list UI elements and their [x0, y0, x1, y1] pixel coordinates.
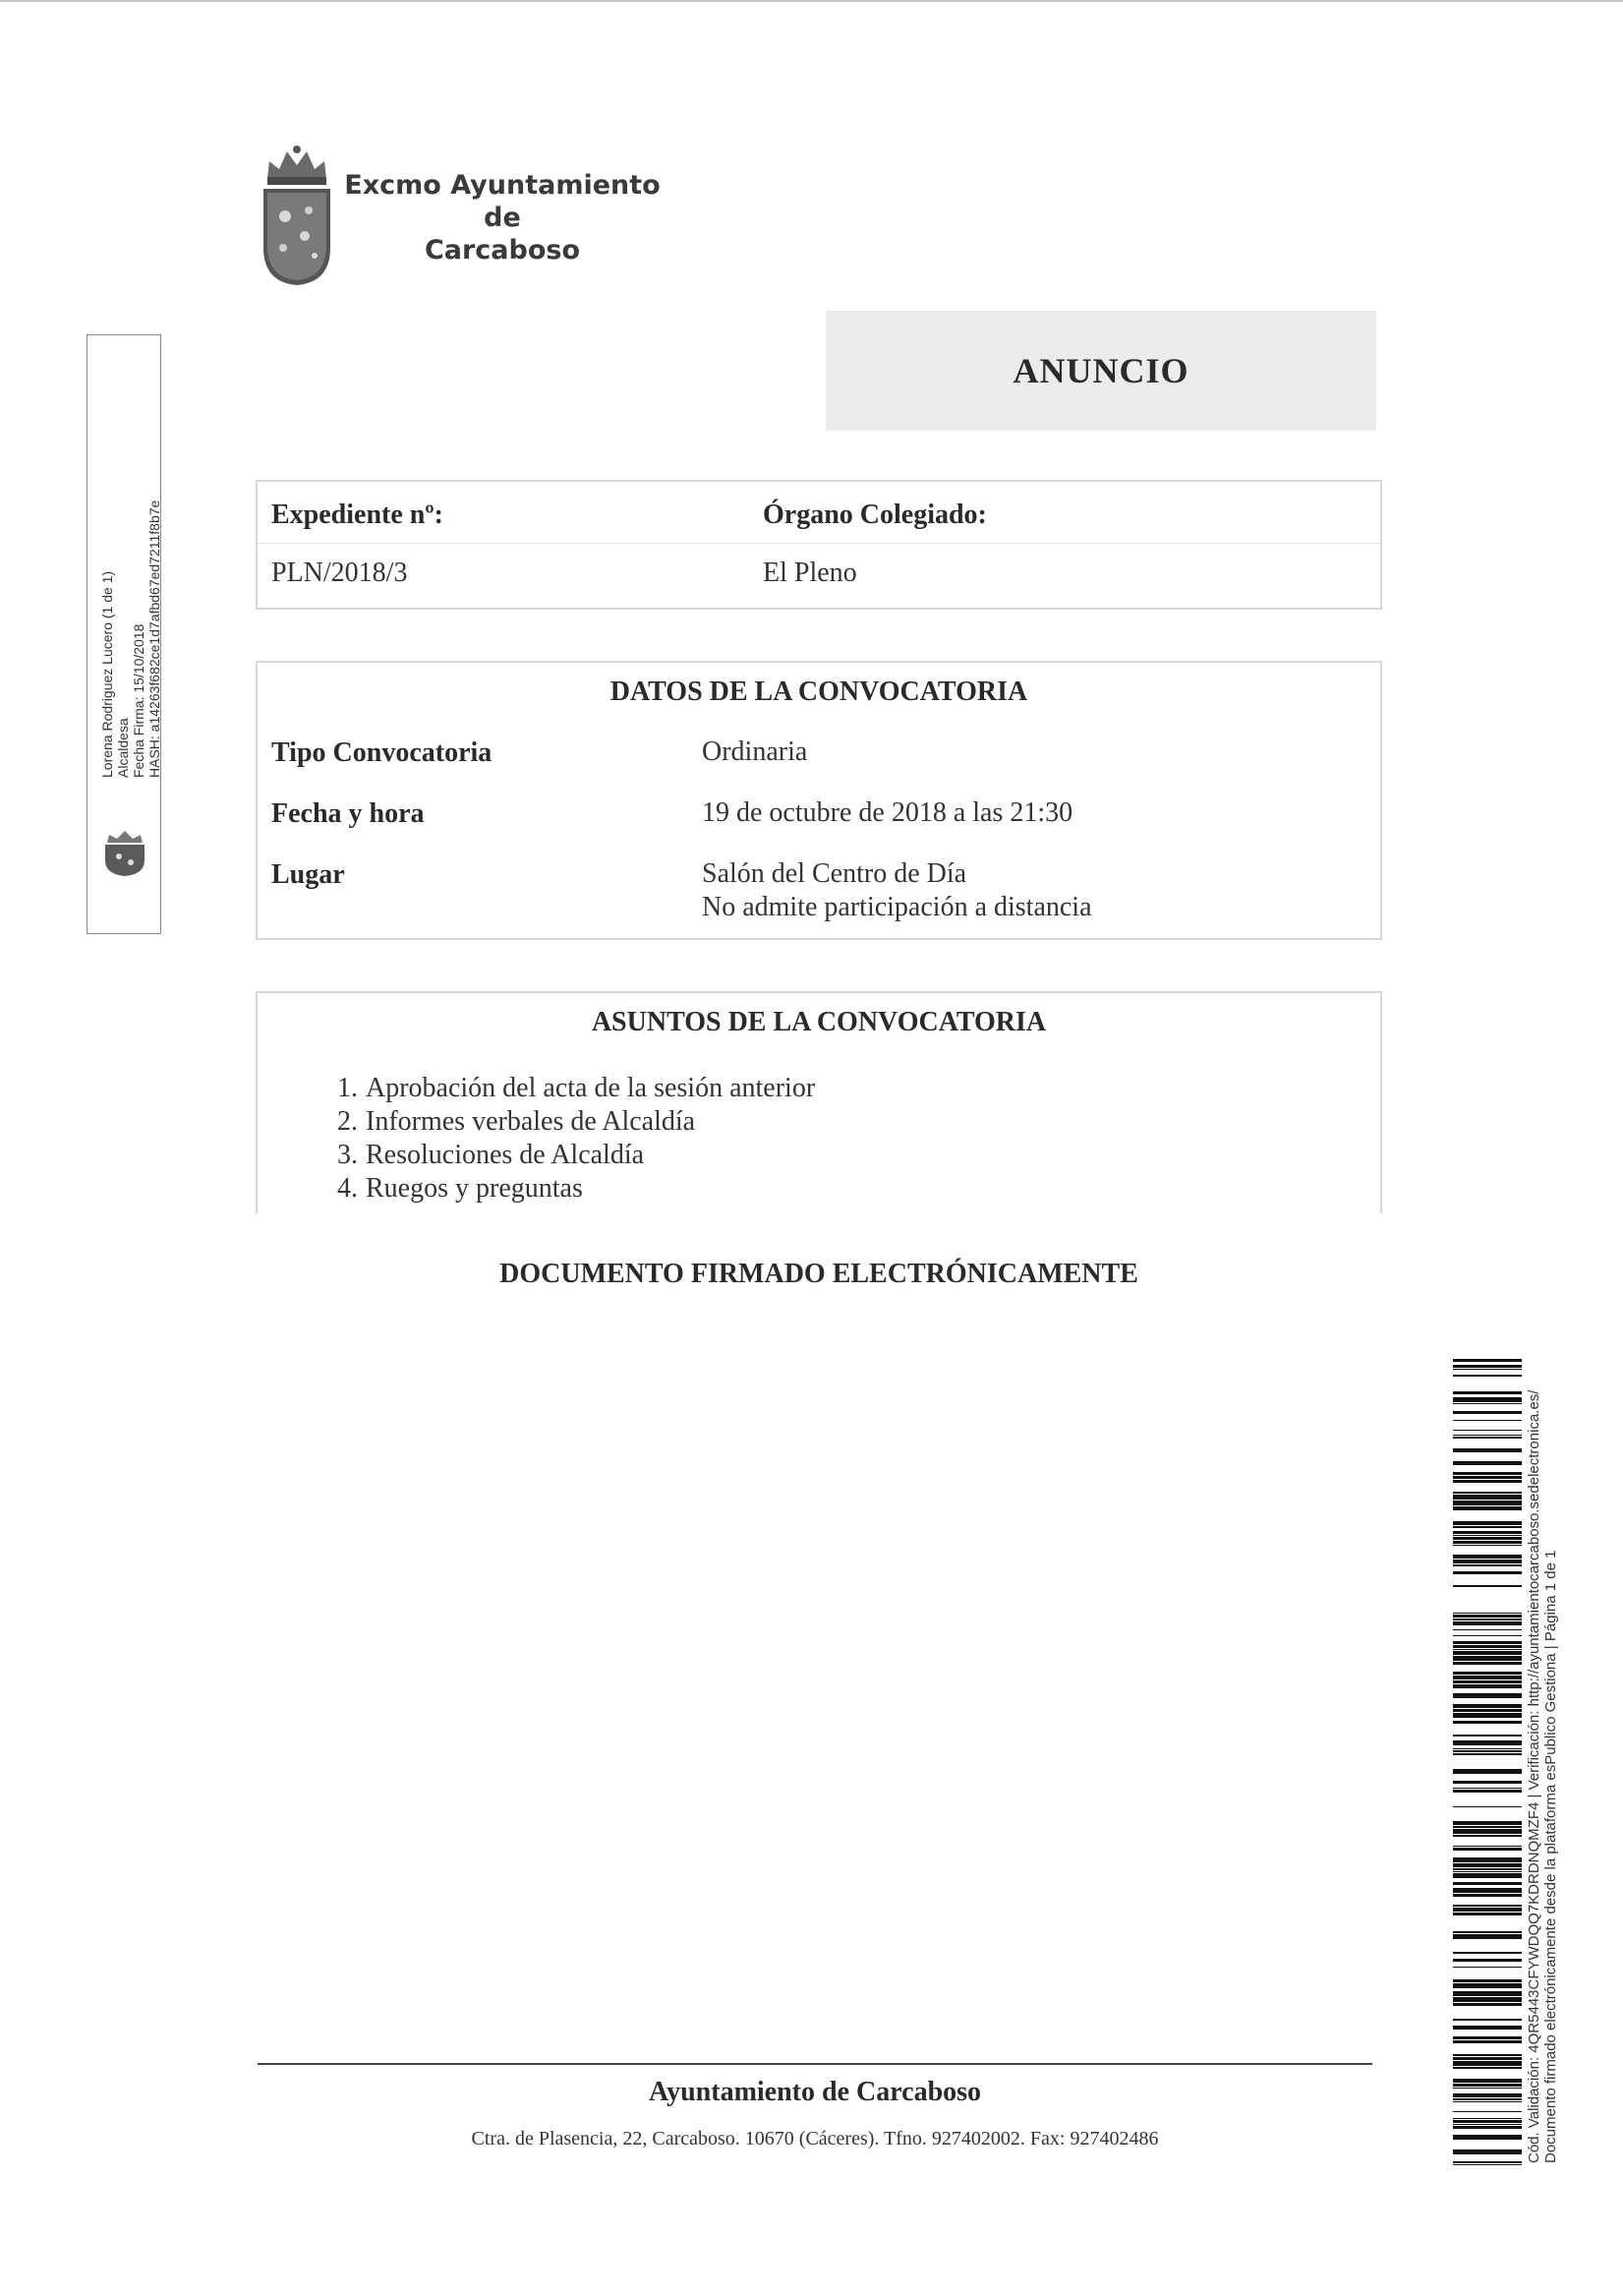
signature-stamp	[87, 334, 161, 934]
barcode-bar	[1453, 1913, 1522, 1915]
barcode-bar	[1453, 1613, 1522, 1614]
barcode-bar	[1453, 1545, 1522, 1546]
footer-organization-name: Ayuntamiento de Carcaboso	[648, 2077, 982, 2107]
barcode-bar	[1453, 2026, 1522, 2030]
barcode-bar	[1453, 2124, 1522, 2125]
barcode-bar	[1453, 1430, 1522, 1431]
barcode-bar	[1453, 1476, 1522, 1479]
barcode-bar	[1453, 1619, 1522, 1620]
list-item	[322, 1072, 815, 1105]
barcode-bar	[1453, 2135, 1522, 2140]
barcode-bar	[1453, 1740, 1522, 1745]
barcode-bar	[1453, 1931, 1522, 1933]
barcode-bar	[1453, 1411, 1522, 1414]
barcode-bar	[1453, 1680, 1522, 1683]
lugar-label: Lugar	[271, 859, 345, 890]
signature-hash: HASH: a14263f682ce1d7afbd67ed7211f8b7e	[146, 500, 162, 778]
barcode-bar	[1453, 1835, 1522, 1837]
barcode-bar	[1453, 2067, 1522, 2069]
barcode-bar	[1453, 1788, 1522, 1789]
barcode-bar	[1453, 1420, 1522, 1421]
barcode-bar	[1453, 2098, 1522, 2100]
barcode-bar	[1453, 2164, 1522, 2165]
barcode-bar	[1453, 1905, 1522, 1907]
item-text: Aprobación del acta de la sesión anterior	[366, 1073, 816, 1103]
barcode-bar	[1453, 1908, 1522, 1912]
barcode-bar	[1453, 1676, 1522, 1679]
barcode-bar	[1453, 1448, 1522, 1452]
barcode-bar	[1453, 1403, 1522, 1404]
row-divider	[258, 543, 1380, 544]
barcode-bar	[1453, 1959, 1522, 1962]
lugar-value-line-2: No admite participación a distancia	[702, 892, 1092, 922]
barcode-bar	[1453, 1564, 1522, 1566]
stamp-crest-icon	[99, 827, 150, 878]
barcode-bar	[1453, 2019, 1522, 2021]
barcode-bar	[1453, 1365, 1522, 1368]
item-number: 1.	[337, 1073, 358, 1103]
footer-rule	[258, 2063, 1372, 2065]
barcode-bar	[1453, 1753, 1522, 1755]
organization-name	[340, 169, 665, 266]
barcode-bar	[1453, 1526, 1522, 1528]
barcode-bar	[1453, 2111, 1522, 2112]
barcode-bar	[1453, 1635, 1522, 1636]
tipo-convocatoria-value: Ordinaria	[702, 736, 808, 767]
barcode-bar	[1453, 2149, 1522, 2154]
barcode-bar	[1453, 2093, 1522, 2097]
page-top-rule	[0, 0, 1623, 2]
document-title: ANUNCIO	[1013, 351, 1189, 390]
lugar-value-line-1: Salón del Centro de Día	[702, 858, 967, 889]
barcode-bar	[1453, 1461, 1522, 1465]
barcode-bar	[1453, 1846, 1522, 1847]
barcode-bar	[1453, 1769, 1522, 1774]
barcode-bar	[1453, 2054, 1522, 2056]
barcode-bar	[1453, 2084, 1522, 2087]
barcode-bar	[1453, 1983, 1522, 1988]
barcode-bar	[1453, 1684, 1522, 1688]
expediente-label: Expediente nº:	[271, 500, 443, 530]
barcode-bar	[1453, 1651, 1522, 1655]
barcode-bar	[1453, 1704, 1522, 1708]
item-text: Informes verbales de Alcaldía	[366, 1106, 696, 1137]
barcode-bar	[1453, 1873, 1522, 1878]
barcode-bar	[1453, 1748, 1522, 1749]
organo-label: Órgano Colegiado:	[763, 500, 987, 530]
signed-document-note: DOCUMENTO FIRMADO ELECTRÓNICAMENTE	[499, 1259, 1138, 1289]
footer-address: Ctra. de Plasencia, 22, Carcaboso. 10670 (Cáceres). Tfno. 927402002. Fax: 927402486	[471, 2128, 1159, 2149]
list-item	[322, 1139, 815, 1172]
barcode-bar	[1453, 1829, 1522, 1834]
tipo-convocatoria-label: Tipo Convocatoria	[271, 737, 493, 768]
barcode-bar	[1453, 1781, 1522, 1784]
barcode-bar	[1453, 1991, 1522, 1996]
barcode-bar	[1453, 1790, 1522, 1793]
barcode-bar	[1453, 1397, 1522, 1402]
barcode-bar	[1453, 1437, 1522, 1439]
item-number: 4.	[337, 1173, 358, 1204]
barcode-bar	[1453, 1735, 1522, 1737]
verification-text	[1526, 1357, 1559, 2163]
barcode-bar	[1453, 1848, 1522, 1851]
signature-date: Fecha Firma: 15/10/2018	[131, 623, 146, 778]
barcode-bar	[1453, 1857, 1522, 1862]
signer-name: Lorena Rodriguez Lucero (1 de 1)	[99, 570, 115, 778]
barcode-bar	[1453, 2101, 1522, 2102]
barcode-bar	[1453, 1868, 1522, 1870]
barcode-bar	[1453, 1472, 1522, 1475]
barcode-bar	[1453, 2120, 1522, 2123]
barcode-bar	[1453, 1555, 1522, 1559]
expediente-box	[256, 480, 1382, 610]
barcode-bar	[1453, 1750, 1522, 1752]
org-name-line-1: Excmo Ayuntamiento	[344, 170, 661, 201]
asuntos-title: ASUNTOS DE LA CONVOCATORIA	[591, 1007, 1047, 1037]
anuncio-banner	[826, 311, 1376, 431]
barcode-bar	[1453, 1649, 1522, 1650]
barcode-bar	[1453, 1521, 1522, 1525]
barcode-bar	[1453, 1693, 1522, 1698]
barcode-bar	[1453, 1560, 1522, 1563]
barcode-bar	[1453, 1952, 1522, 1954]
barcode-bar	[1453, 1531, 1522, 1534]
barcode-bar	[1453, 1369, 1522, 1370]
barcode-bar	[1453, 1480, 1522, 1483]
signature-stamp-text	[99, 345, 162, 778]
barcode-bar	[1453, 1709, 1522, 1712]
verification-platform-line: Documento firmado electrónicamente desde la plataforma esPublico Gestiona | Página 1 de 1	[1542, 1550, 1559, 2163]
barcode-bar	[1453, 1821, 1522, 1825]
barcode-bar	[1453, 1621, 1522, 1625]
barcode-bar	[1453, 1672, 1522, 1675]
barcode-bar	[1453, 1656, 1522, 1661]
barcode-bar	[1453, 1979, 1522, 1982]
barcode-bar	[1453, 1537, 1522, 1540]
organo-value: El Pleno	[763, 558, 857, 588]
barcode-bar	[1453, 2161, 1522, 2163]
barcode-bar	[1453, 1495, 1522, 1500]
barcode-bar	[1453, 1535, 1522, 1536]
barcode-bar	[1453, 1894, 1522, 1897]
barcode-bar	[1453, 2088, 1522, 2089]
barcode-bar	[1453, 1662, 1522, 1665]
barcode-bar	[1453, 1826, 1522, 1828]
barcode-bar	[1453, 1882, 1522, 1885]
item-number: 2.	[337, 1106, 358, 1137]
barcode-bar	[1453, 2040, 1522, 2043]
barcode-bar	[1453, 1863, 1522, 1867]
barcode-bar	[1453, 1645, 1522, 1648]
header-logo-block	[258, 140, 680, 287]
convocatoria-box	[256, 661, 1382, 940]
convocatoria-title: DATOS DE LA CONVOCATORIA	[609, 677, 1028, 707]
expediente-value: PLN/2018/3	[271, 558, 408, 588]
barcode-icon	[1453, 1359, 1522, 2165]
signer-role: Alcaldesa	[115, 718, 131, 778]
barcode-bar	[1453, 1871, 1522, 1872]
barcode-bar	[1453, 1571, 1522, 1574]
asuntos-list	[322, 1072, 815, 1206]
asuntos-box	[256, 991, 1382, 1213]
barcode-bar	[1453, 2118, 1522, 2119]
barcode-bar	[1453, 2061, 1522, 2066]
barcode-bar	[1453, 2057, 1522, 2060]
barcode-bar	[1453, 1997, 1522, 2002]
barcode-bar	[1453, 1541, 1522, 1544]
barcode-bar	[1453, 1806, 1522, 1807]
barcode-bar	[1453, 2036, 1522, 2039]
coat-of-arms-icon	[258, 140, 336, 287]
fecha-hora-value: 19 de octubre de 2018 a las 21:30	[702, 797, 1073, 828]
barcode-bar	[1453, 2079, 1522, 2083]
barcode-bar	[1453, 2003, 1522, 2006]
barcode-bar	[1453, 1492, 1522, 1494]
barcode-bar	[1453, 2126, 1522, 2129]
barcode-bar	[1453, 1615, 1522, 1618]
barcode-bar	[1453, 1435, 1522, 1436]
barcode-bar	[1453, 1629, 1522, 1630]
barcode-bar	[1453, 1967, 1522, 1968]
list-item	[322, 1172, 815, 1206]
barcode-bar	[1453, 1713, 1522, 1718]
barcode-bar	[1453, 1359, 1522, 1362]
fecha-hora-label: Fecha y hora	[271, 798, 425, 829]
barcode-bar	[1453, 1888, 1522, 1893]
barcode-bar	[1453, 1934, 1522, 1939]
item-text: Resoluciones de Alcaldía	[366, 1140, 645, 1170]
item-text: Ruegos y preguntas	[366, 1173, 583, 1204]
item-number: 3.	[337, 1140, 358, 1170]
barcode-bar	[1453, 1721, 1522, 1724]
barcode-bar	[1453, 1391, 1522, 1394]
verification-code-line: Cód. Validación: 4QR5443CFYWDQQ7KDRDNQMZF4 | Verificación: http://ayuntamientocarcaboso.sedelectronica.es/	[1526, 1389, 1542, 2163]
barcode-bar	[1453, 1506, 1522, 1510]
barcode-bar	[1453, 1585, 1522, 1587]
list-item	[322, 1105, 815, 1139]
org-name-line-2: de	[484, 203, 521, 233]
barcode-bar	[1453, 1501, 1522, 1505]
org-name-line-3: Carcaboso	[424, 235, 581, 265]
barcode-bar	[1453, 1375, 1522, 1377]
barcode-bar	[1453, 1641, 1522, 1644]
